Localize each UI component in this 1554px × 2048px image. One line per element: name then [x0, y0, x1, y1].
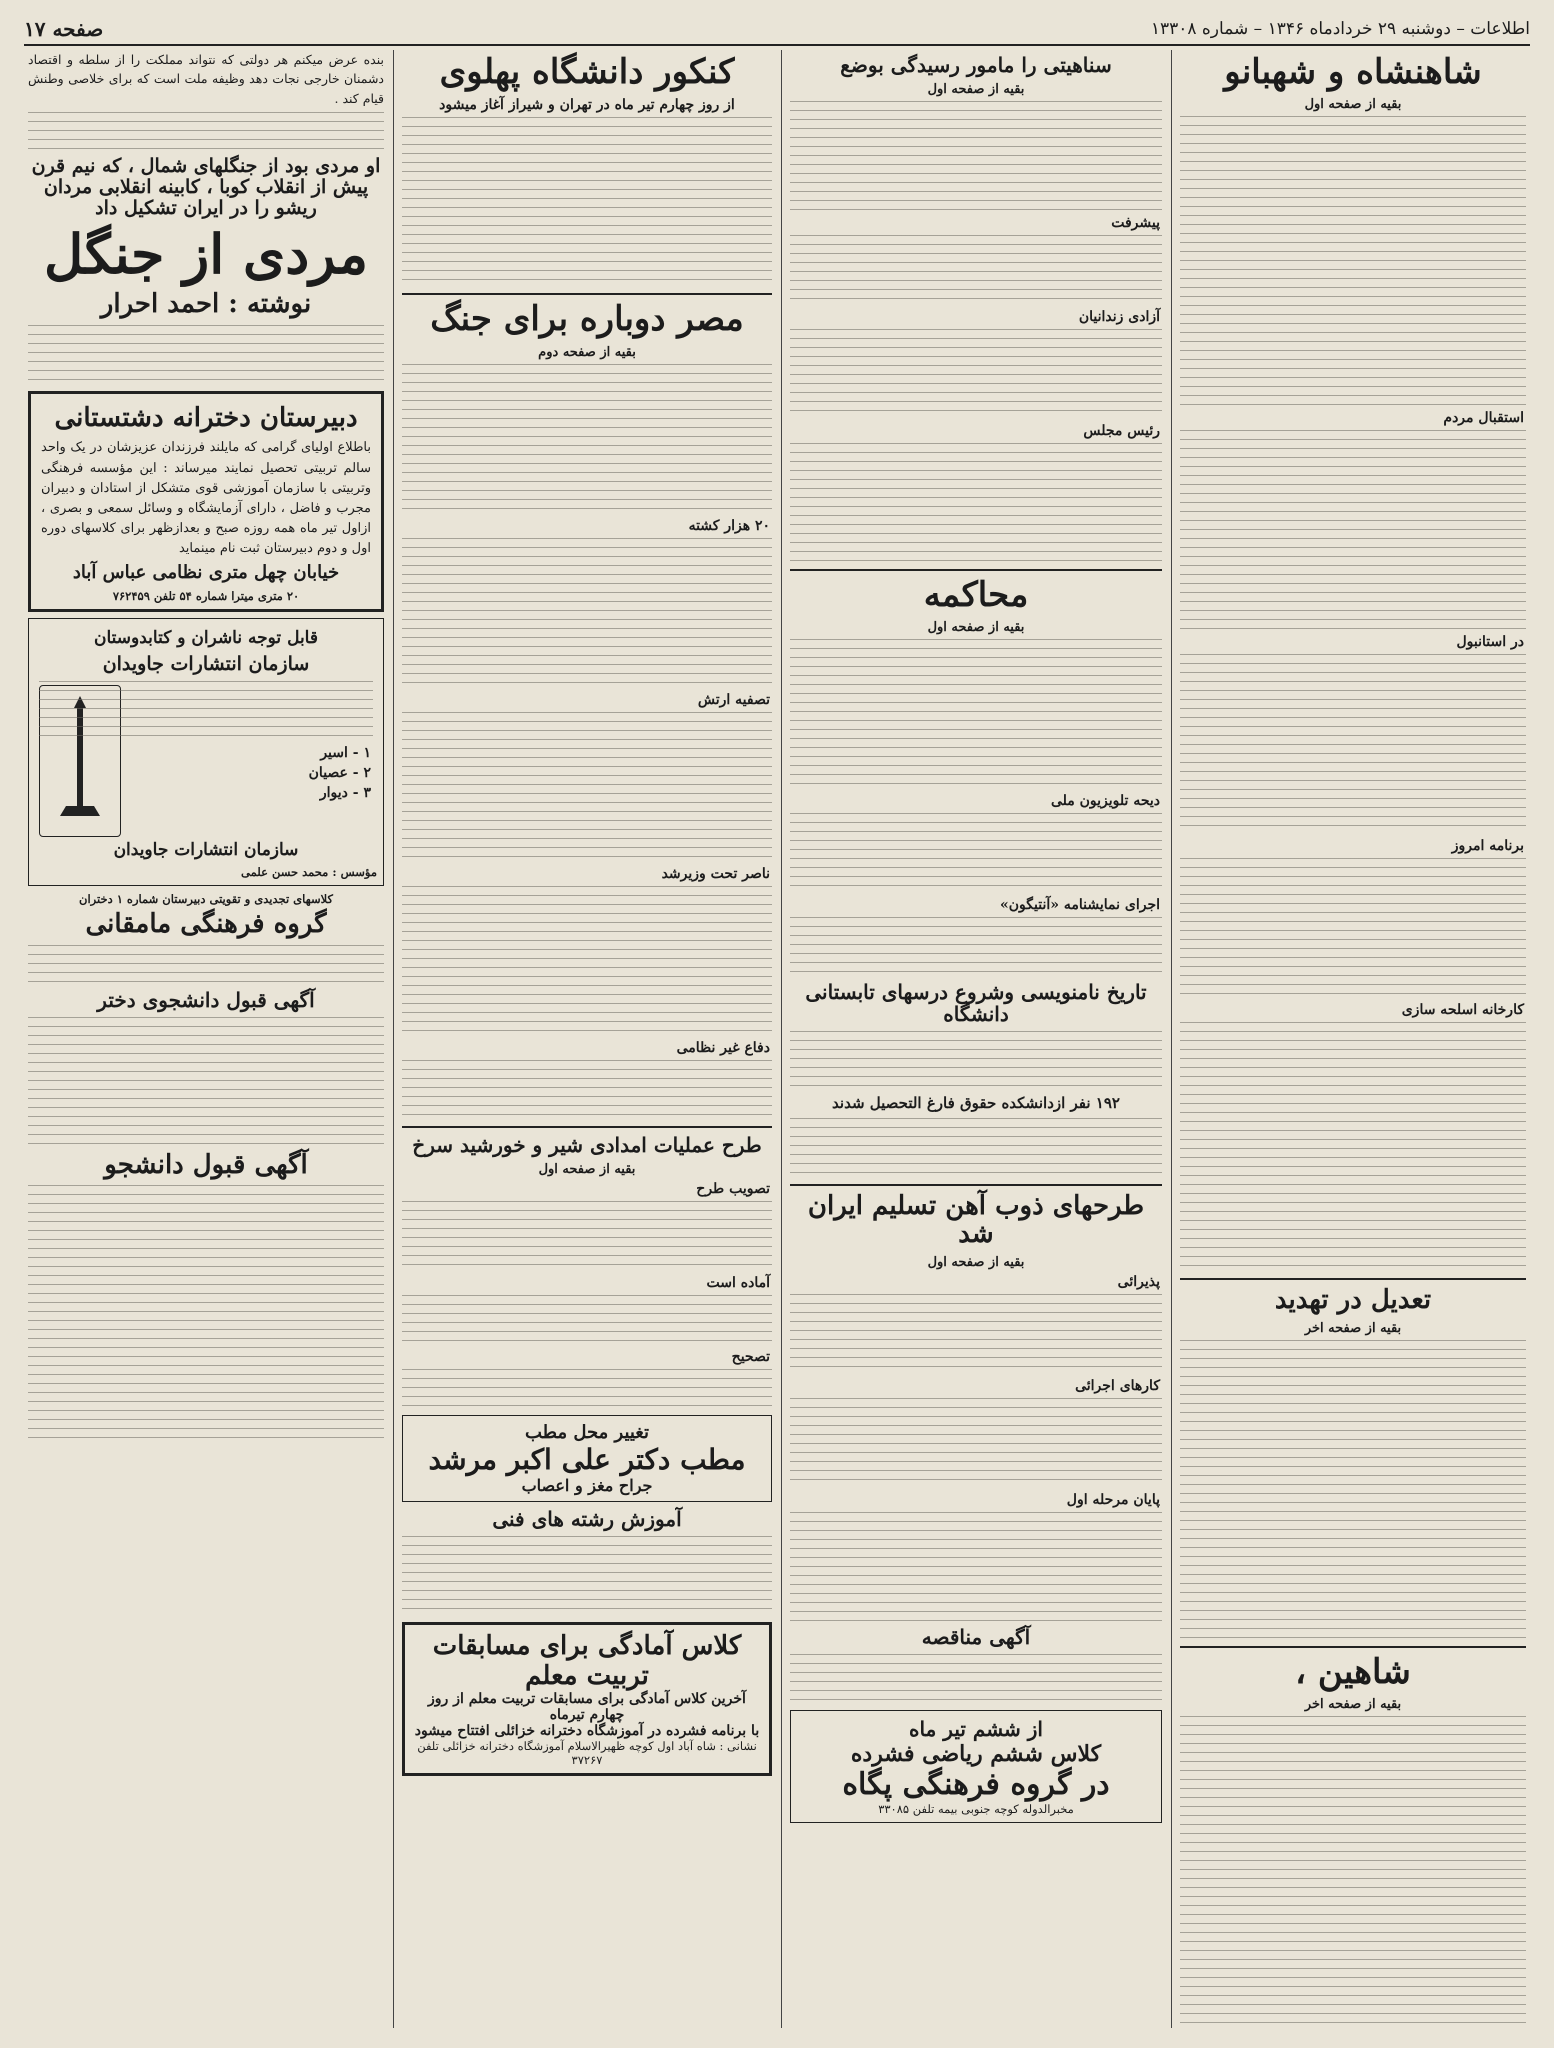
article-text	[790, 235, 1162, 305]
ad-address: مخبرالدوله کوچه جنوبی بیمه تلفن ۳۳۰۸۵	[878, 1802, 1074, 1817]
ad-title: کلاس آمادگی برای مسابقات تربیت معلم	[432, 1630, 742, 1691]
continued-note: بقیه از صفحه اول	[1304, 97, 1402, 113]
article-text	[790, 101, 1162, 211]
headline-shahin: شاهین ،	[1295, 1651, 1411, 1692]
article-text	[402, 117, 772, 287]
ad-body: باطلاع اولیای گرامی که مایلند فرزندان عزیزشان در یک واحد سالم تربیتی تحصیل نمایند میرساند : این مؤسسه فرهنگی وتربیتی با سازمان آموزشی قوی متشکل از استادان و دبیران مجرب و فاضل ، دارای آزمایشگاه و وسائل سمعی و بصری ، ازاول تیر ماه همه روزه صبح و بعدازظهر برای کلاسهای دوره اول و دوم دبیرستان ثبت نام مینماید	[41, 440, 371, 557]
article-text	[790, 1654, 1162, 1704]
section-head: کارهای اجرائی	[1075, 1378, 1160, 1395]
section-head: برنامه امروز	[1451, 838, 1524, 855]
ad-line: با برنامه فشرده در آموزشگاه دخترانه خزائلی افتتاح میشود	[414, 1722, 760, 1739]
article-text	[28, 1017, 384, 1147]
continued-note: بقیه از صفحه اخر	[1304, 1697, 1402, 1713]
math-group-title: گروه فرهنگی مامقانی	[85, 909, 327, 940]
section-head: کارخانه اسلحه سازی	[1401, 1002, 1524, 1019]
column-rule	[393, 50, 394, 2028]
article-text	[402, 1536, 772, 1616]
ad-title: در گروه فرهنگی پگاه	[842, 1767, 1110, 1803]
section-head: تصفیه ارتش	[697, 691, 770, 708]
column-1	[1176, 50, 1530, 2028]
article-text	[402, 364, 772, 514]
article-text	[790, 917, 1162, 977]
divider	[1180, 1278, 1526, 1280]
ad-address: نشانی : شاه آباد اول کوچه ظهیرالاسلام آموزشگاه دخترانه خزائلی تلفن ۳۷۲۶۷	[417, 1738, 757, 1767]
publisher-ad	[28, 618, 384, 886]
ad-title: سازمان انتشارات جاویدان	[102, 652, 310, 675]
section-head: تصویب طرح	[696, 1180, 770, 1197]
article-text	[1180, 1022, 1526, 1272]
book-item: ۲ - عصیان	[308, 764, 371, 781]
clinic-specialty: جراح مغز و اعصاب	[521, 1475, 653, 1495]
book-item: ۱ - اسیر	[320, 744, 371, 761]
ad-line: کلاس ششم ریاضی فشرده	[850, 1741, 1102, 1768]
section-head: اجرای نمایشنامه «آنتیگون»	[1000, 897, 1160, 914]
teacher-class-ad	[402, 1622, 772, 1776]
column-3	[398, 50, 776, 2028]
ad-title: دبیرستان دخترانه دشتستانی	[54, 402, 358, 433]
article-text	[402, 1060, 772, 1120]
intro-text: بنده عرض میکنم هر دولتی که نتواند مملکت را از سلطه و اقتصاد دشمنان خارجی نجات دهد وظیفه ملت است که برای خلاصی وطنش قیام کند .	[28, 52, 384, 106]
headline-iron: طرحهای ذوب آهن تسلیم ایران شد	[807, 1190, 1145, 1250]
divider	[790, 569, 1162, 571]
section-head: دفاع غیر نظامی	[676, 1039, 770, 1056]
divider	[402, 293, 772, 295]
pegah-class-ad	[790, 1710, 1162, 1823]
article-text	[39, 681, 373, 741]
article-text	[790, 639, 1162, 789]
article-text	[402, 538, 772, 688]
article-text	[28, 945, 384, 985]
article-text	[790, 1398, 1162, 1488]
school-ad	[28, 391, 384, 612]
ad-line: آخرین کلاس آمادگی برای مسابقات تربیت معلم از روز چهارم تیرماه	[428, 1690, 746, 1723]
serial-teaser: او مردی بود از جنگلهای شمال ، که نیم قرن پیش از انقلاب کوبا ، کابینه انقلابی مردان ریشو را در ایران تشکیل داد	[31, 155, 381, 219]
ad-line: از ششم تیر ماه	[909, 1717, 1043, 1742]
headline-grads: ۱۹۲ نفر ازدانشکده حقوق فارغ التحصیل شدند	[832, 1094, 1120, 1113]
clinic-ad	[402, 1415, 772, 1502]
article-text	[28, 1185, 384, 1445]
student-ad-title-2: آگهی قبول دانشجو	[104, 1149, 308, 1180]
section-head: پذیرائی	[1117, 1274, 1160, 1291]
clinic-name: مطب دکتر علی اکبر مرشد	[428, 1442, 746, 1476]
ad-title: قابل توجه ناشران و کتابدوستان	[94, 628, 318, 649]
headline-relief: طرح عملیات امدادی شیر و خورشید سرخ	[412, 1132, 762, 1157]
serial-title: مردی از جنگل	[43, 221, 369, 286]
math-group-tagline: کلاسهای تجدیدی و تقویتی دبیرستان شماره ۱ دختران	[79, 892, 333, 907]
article-text	[790, 329, 1162, 419]
ad-address: خیابان چهل متری نظامی عباس آباد	[72, 562, 340, 584]
section-head: آماده است	[706, 1274, 770, 1291]
article-text	[1180, 1340, 1526, 1640]
column-2	[786, 50, 1166, 2028]
article-text	[1180, 116, 1526, 406]
article-text	[402, 1295, 772, 1345]
headline-trial: محاکمه	[923, 575, 1029, 615]
section-head: پایان مرحله اول	[1066, 1492, 1160, 1509]
continued-note: بقیه از صفحه اول	[927, 620, 1025, 636]
headline-tender: آگهی مناقصه	[921, 1625, 1031, 1650]
section-head: رئیس مجلس	[1083, 423, 1160, 439]
article-text	[790, 443, 1162, 563]
section-head: پیشرفت	[1111, 215, 1160, 231]
article-text	[790, 813, 1162, 893]
article-text	[1180, 654, 1526, 834]
section-head: دیحه تلویزیون ملی	[1050, 793, 1160, 810]
section-head: در استانبول	[1456, 634, 1524, 651]
article-text	[402, 886, 772, 1036]
article-text	[790, 1031, 1162, 1091]
issue-info: اطلاعات – دوشنبه ۲۹ خردادماه ۱۳۴۶ – شماره ۱۳۳۰۸	[1150, 19, 1530, 39]
headline-exam: تاریخ نامنویسی وشروع درسهای تابستانی دانشگاه	[805, 980, 1147, 1027]
article-text	[402, 712, 772, 862]
article-text	[1180, 858, 1526, 998]
ad-phone: ۲۰ متری میترا شماره ۵۴ تلفن ۷۶۲۴۵۹	[112, 589, 300, 604]
clinic-title: تغییر محل مطب	[525, 1421, 649, 1443]
section-head: ناصر تحت وزیرشد	[661, 865, 770, 882]
continued-note: بقیه از صفحه اخر	[1304, 1320, 1402, 1336]
page-number: صفحه ۱۷	[24, 17, 104, 41]
article-text	[1180, 430, 1526, 630]
column-rule	[781, 50, 782, 2028]
book-item: ۳ - دیوار	[319, 784, 371, 801]
column-rule	[1171, 50, 1172, 2028]
article-text	[790, 1512, 1162, 1622]
divider	[1180, 1646, 1526, 1648]
headline-konkur: کنکور دانشگاه پهلوی	[439, 52, 735, 92]
article-text	[790, 1294, 1162, 1374]
section-head: تصحیح	[731, 1348, 770, 1365]
article-text	[28, 112, 384, 152]
headline-egypt: مصر دوباره برای جنگ	[430, 299, 744, 340]
article-text	[28, 325, 384, 385]
article-text	[402, 1369, 772, 1409]
section-head: استقبال مردم	[1443, 410, 1524, 427]
serial-author: نوشته : احمد احرار	[100, 289, 312, 320]
publisher-founder: مؤسس : محمد حسن علمی	[241, 865, 377, 880]
publisher-name: سازمان انتشارات جاویدان	[113, 839, 299, 860]
headline-shahanshah: شاهنشاه و شهبانو	[1224, 52, 1482, 92]
continued-note: بقیه از صفحه اول	[927, 82, 1025, 97]
article-text	[402, 1201, 772, 1271]
headline-sinahiti: سناهیتی را مامور رسیدگی بوضع	[840, 53, 1112, 77]
column-4	[24, 50, 388, 2028]
headline-tadil: تعدیل در تهدید	[1274, 1285, 1432, 1316]
subhead: از روز چهارم تیر ماه در تهران و شیراز آغاز میشود	[439, 97, 735, 114]
article-text	[1180, 1716, 1526, 2028]
article-text	[790, 1118, 1162, 1178]
divider	[790, 1184, 1162, 1186]
section-head: ۲۰ هزار کشته	[688, 517, 770, 534]
continued-note: بقیه از صفحه اول	[927, 1255, 1025, 1271]
divider	[402, 1126, 772, 1128]
section-head: آزادی زندانیان	[1078, 309, 1160, 325]
masthead	[24, 14, 1530, 46]
continued-note: بقیه از صفحه اول	[538, 1161, 636, 1177]
headline-technical: آموزش رشته های فنی	[492, 1506, 682, 1531]
student-ad-title: آگهی قبول دانشجوی دختر	[97, 987, 315, 1012]
continued-note: بقیه از صفحه دوم	[538, 344, 636, 360]
